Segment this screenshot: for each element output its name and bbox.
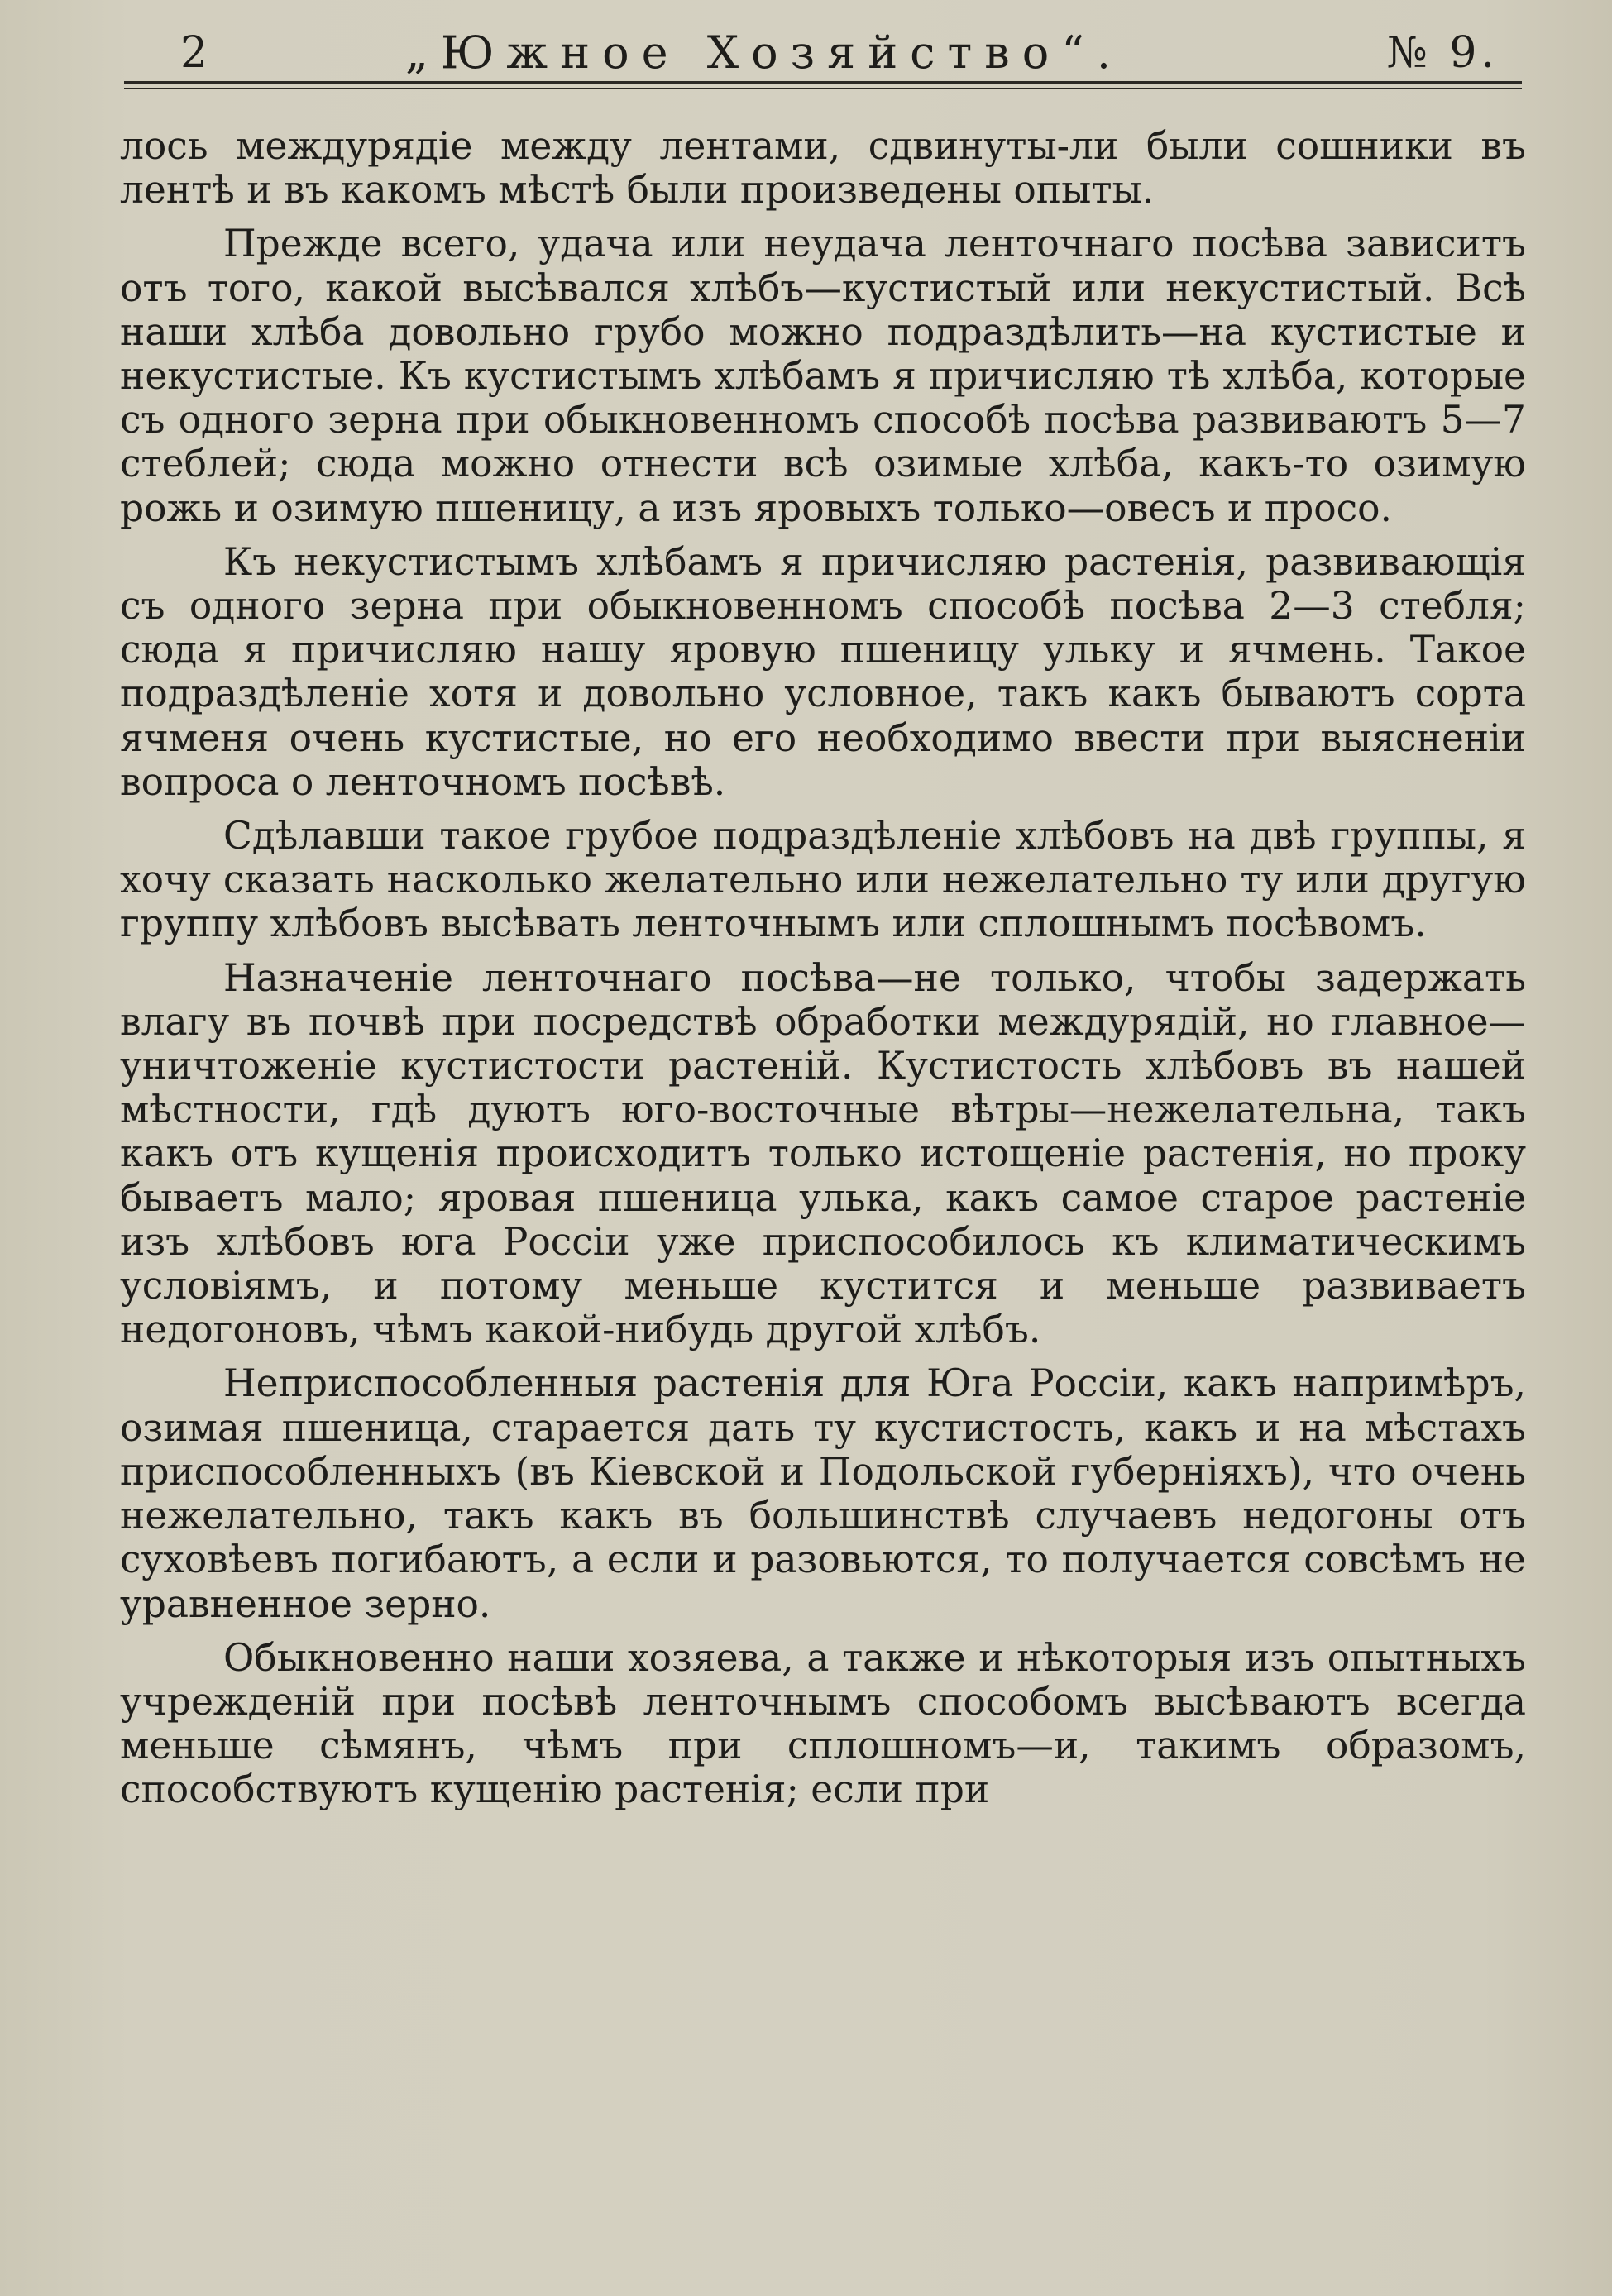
issue-number: № 9. [1386, 28, 1499, 78]
page-header [124, 25, 1522, 83]
header-rule-bottom [124, 88, 1522, 89]
paragraph-1: лось междурядіе между лентами, сдвинуты-ли были сошники въ лентѣ и въ какомъ мѣстѣ были произведены опыты. [120, 124, 1526, 213]
paragraph-2: Прежде всего, удача или неудача ленточнаго посѣва зависитъ отъ того, какой высѣвался хлѣбъ—кустистый или некустистый. Всѣ наши хлѣба довольно грубо можно подраздѣлить—на кустистые и некустистые. Къ кустистымъ хлѣбамъ я причисляю тѣ хлѣба, которые съ одного зерна при обыкновенномъ способѣ посѣва развиваютъ 5—7 стеблей; сюда можно отнести всѣ озимые хлѣба, какъ-то озимую рожь и озимую пшеницу, а изъ яровыхъ только—овесъ и просо. [120, 222, 1526, 530]
header-rule-top [124, 81, 1522, 84]
journal-title: „Южное Хозяйство“. [405, 26, 1123, 79]
paragraph-5: Назначеніе ленточнаго посѣва—не только, чтобы задержать влагу въ почвѣ при посредствѣ обработки междурядій, но главное—уничтоженіе кустистости растеній. Кустистость хлѣбовъ въ нашей мѣстности, гдѣ дуютъ юго-восточные вѣтры—нежелательна, такъ какъ отъ кущенія происходитъ только истощеніе растенія, но проку бываетъ мало; яровая пшеница улька, какъ самое старое растеніе изъ хлѣбовъ юга Россіи уже приспособилось къ климатическимъ условіямъ, и потому меньше кустится и меньше развиваетъ недогоновъ, чѣмъ какой-нибудь другой хлѣбъ. [120, 955, 1526, 1352]
page-number: 2 [180, 28, 208, 78]
paragraph-6: Неприспособленныя растенія для Юга Россіи, какъ напримѣръ, озимая пшеница, старается дать ту кустистость, какъ и на мѣстахъ приспособленныхъ (въ Кіевской и Подольской губерніяхъ), что очень нежелательно, такъ какъ въ большинствѣ случаевъ недогоны отъ суховѣевъ погибаютъ, а если и разовьются, то получается совсѣмъ не уравненное зерно. [120, 1361, 1526, 1626]
article-body [120, 124, 1526, 1822]
paragraph-3: Къ некустистымъ хлѣбамъ я причисляю растенія, развивающія съ одного зерна при обыкновенномъ способѣ посѣва 2—3 стебля; сюда я причисляю нашу яровую пшеницу ульку и ячмень. Такое подраздѣленіе хотя и довольно условное, такъ какъ бываютъ сорта ячменя очень кустистые, но его необходимо ввести при выясненіи вопроса о ленточномъ посѣвѣ. [120, 539, 1526, 804]
paragraph-7: Обыкновенно наши хозяева, а также и нѣкоторыя изъ опытныхъ учрежденій при посѣвѣ ленточнымъ способомъ высѣваютъ всегда меньше сѣмянъ, чѣмъ при сплошномъ—и, такимъ образомъ, способствуютъ кущенію растенія; если при [120, 1635, 1526, 1812]
paragraph-4: Сдѣлавши такое грубое подраздѣленіе хлѣбовъ на двѣ группы, я хочу сказать насколько желательно или нежелательно ту или другую группу хлѣбовъ высѣвать ленточнымъ или сплошнымъ посѣвомъ. [120, 814, 1526, 946]
